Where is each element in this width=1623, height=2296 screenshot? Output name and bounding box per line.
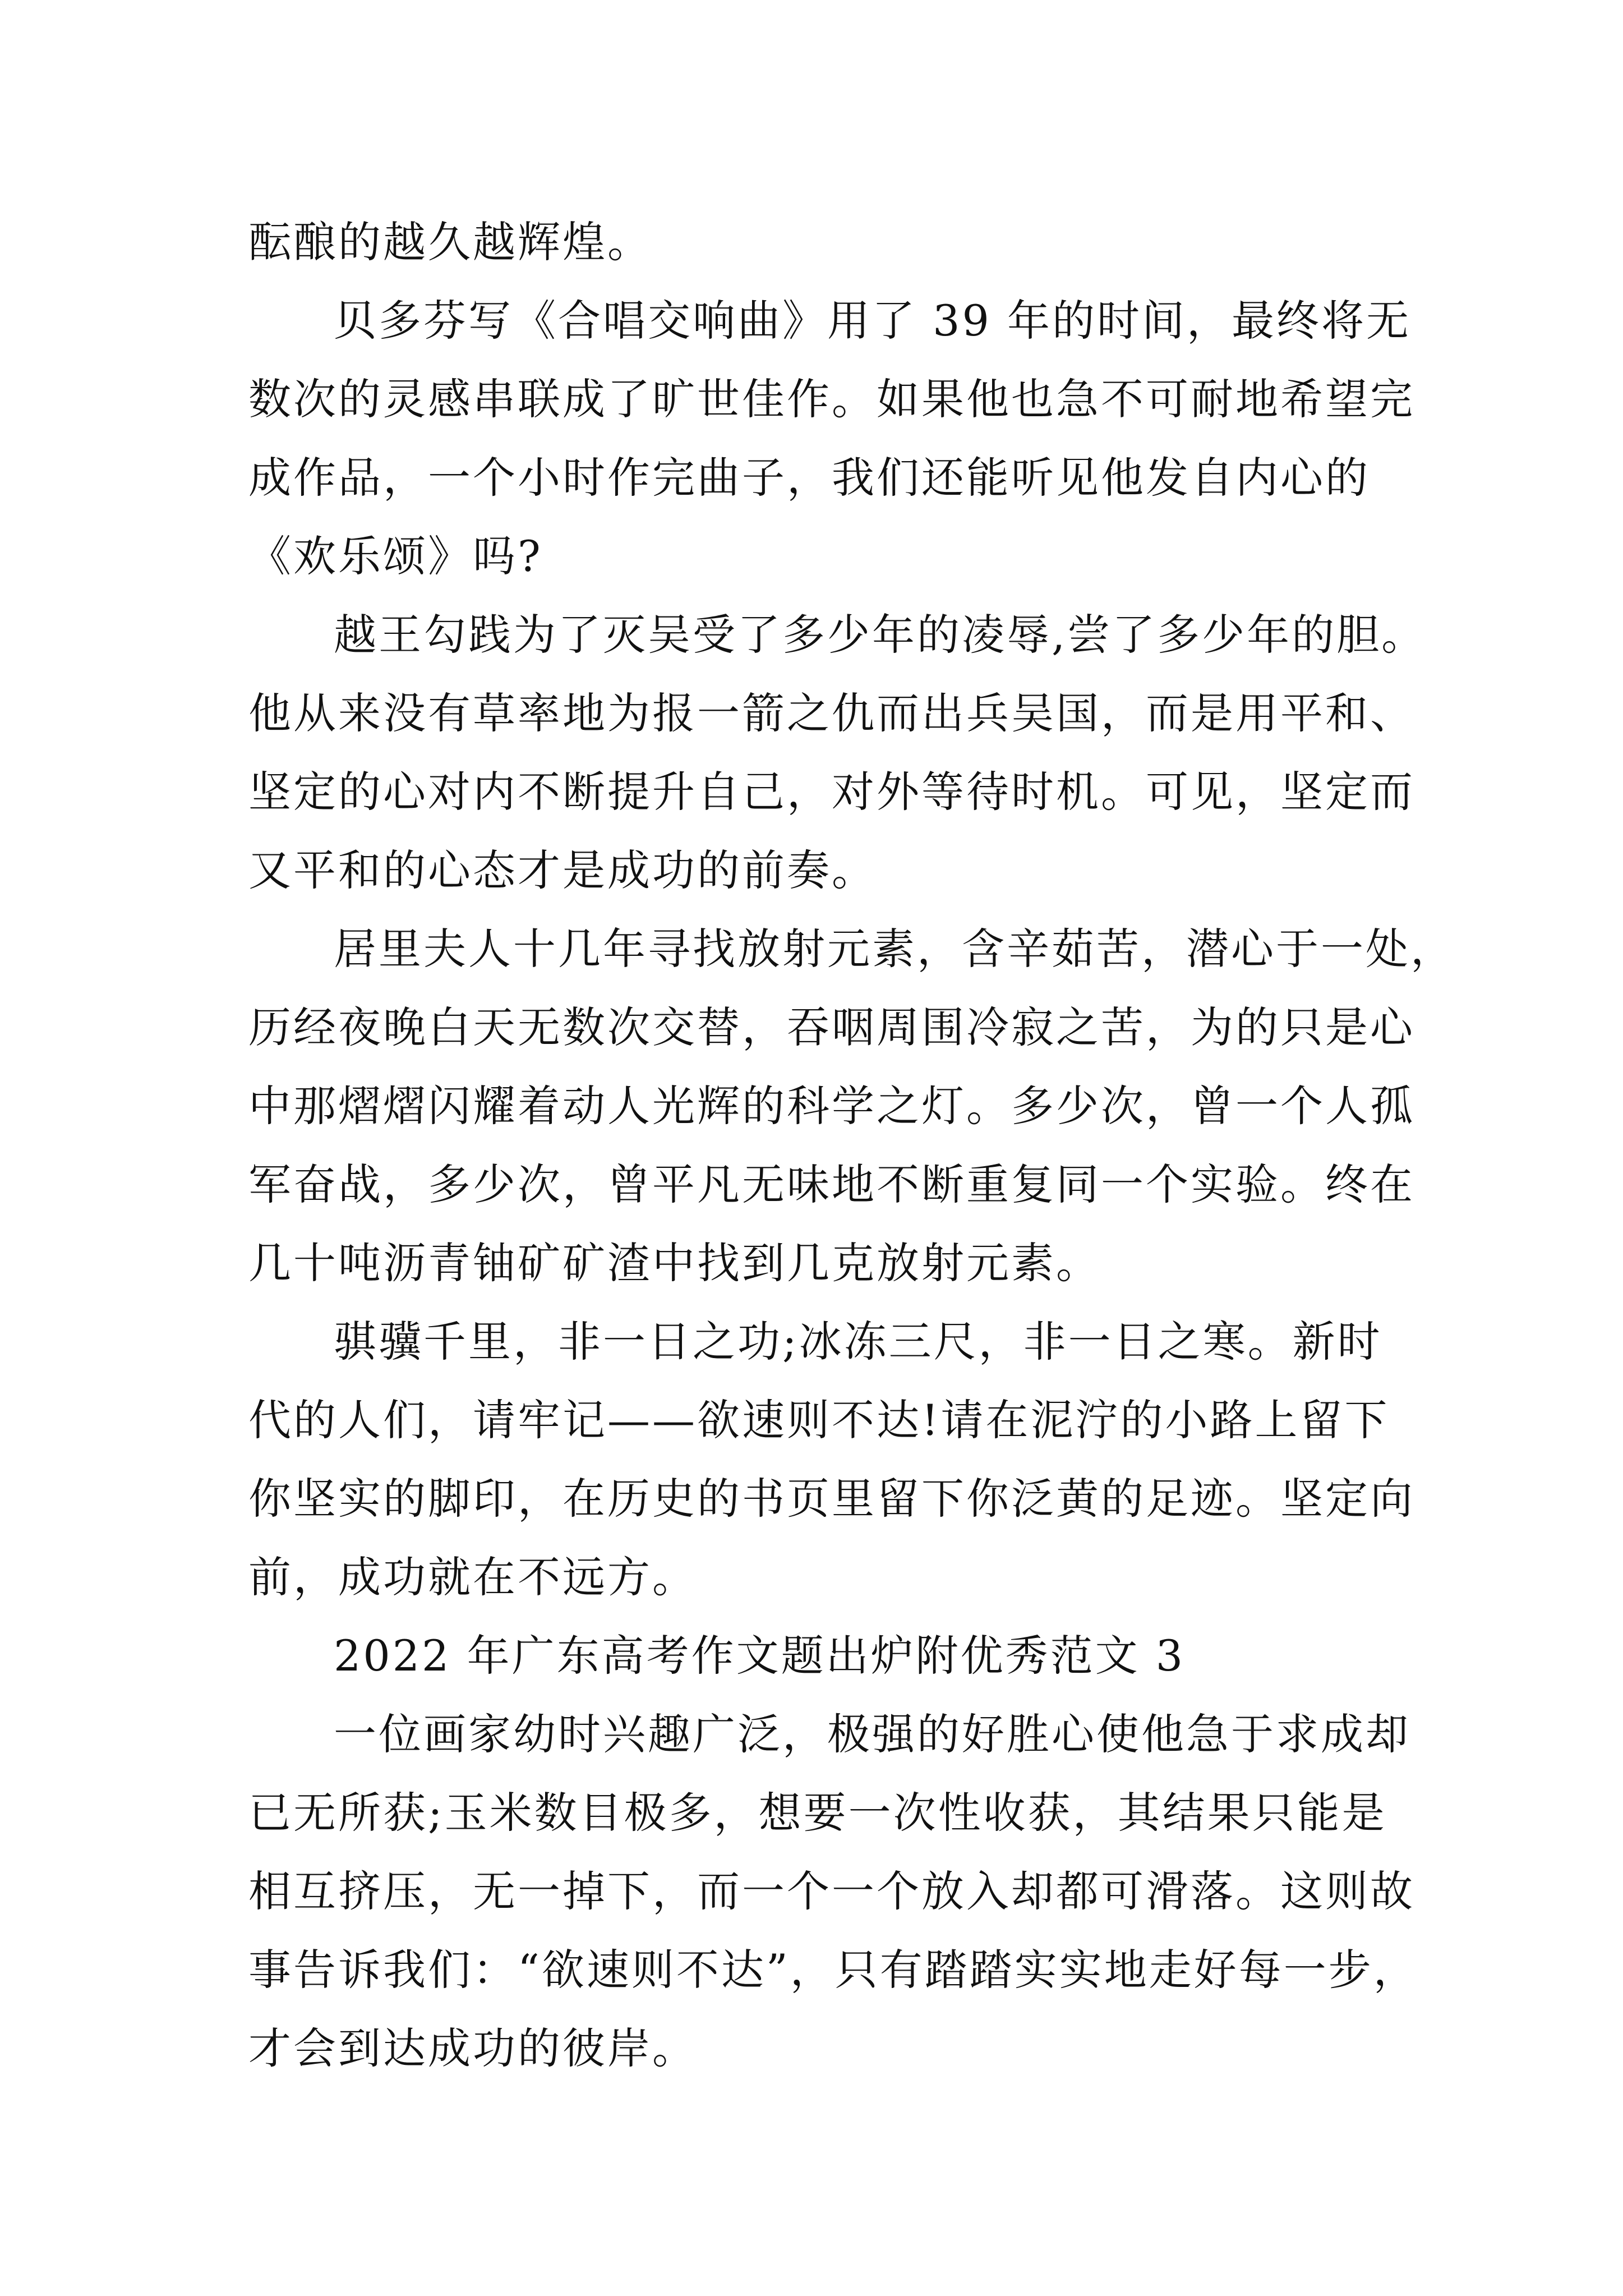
text-line: 坚定的心对内不断提升自己，对外等待时机。可见，坚定而 bbox=[248, 767, 1415, 817]
text-line: 你坚实的脚印，在历史的书页里留下你泛黄的足迹。坚定向 bbox=[248, 1474, 1415, 1524]
text-line: 事告诉我们：“欲速则不达”，只有踏踏实实地走好每一步， bbox=[248, 1945, 1418, 1995]
text-line: 中那熠熠闪耀着动人光辉的科学之灯。多少次，曾一个人孤 bbox=[248, 1081, 1415, 1131]
text-line: 数次的灵感串联成了旷世佳作。如果他也急不可耐地希望完 bbox=[248, 374, 1415, 424]
text-line: 酝酿的越久越辉煌。 bbox=[248, 217, 652, 267]
text-line: 已无所获;玉米数目极多，想要一次性收获，其结果只能是 bbox=[248, 1788, 1387, 1838]
paragraph-first-line: 越王勾践为了灭吴受了多少年的凌辱,尝了多少年的胆。 bbox=[334, 610, 1427, 660]
paragraph-first-line: 骐骥千里，非一日之功;冰冻三尺，非一日之寒。新时 bbox=[334, 1317, 1382, 1366]
body-text bbox=[248, 203, 1455, 2088]
text-line: 才会到达成功的彼岸。 bbox=[248, 2023, 697, 2073]
text-line: 前，成功就在不远方。 bbox=[248, 1552, 697, 1602]
text-line: 他从来没有草率地为报一箭之仇而出兵吴国，而是用平和、 bbox=[248, 688, 1415, 738]
text-line: 《欢乐颂》吗? bbox=[248, 531, 543, 581]
paragraph-first-line: 居里夫人十几年寻找放射元素，含辛茹苦，潜心于一处， bbox=[334, 924, 1455, 974]
text-line: 几十吨沥青铀矿矿渣中找到几克放射元素。 bbox=[248, 1238, 1101, 1288]
paragraph-first-line: 贝多芬写《合唱交响曲》用了 39 年的时间，最终将无 bbox=[334, 296, 1412, 346]
text-line: 成作品，一个小时作完曲子，我们还能听见他发自内心的 bbox=[248, 453, 1370, 503]
text-line: 相互挤压，无一掉下，而一个一个放入却都可滑落。这则故 bbox=[248, 1866, 1415, 1916]
text-line: 代的人们，请牢记——欲速则不达!请在泥泞的小路上留下 bbox=[248, 1395, 1390, 1445]
text-line: 又平和的心态才是成功的前奏。 bbox=[248, 845, 877, 895]
section-heading: 2022 年广东高考作文题出炉附优秀范文 3 bbox=[334, 1631, 1186, 1681]
text-line: 历经夜晚白天无数次交替，吞咽周围冷寂之苦，为的只是心 bbox=[248, 1002, 1415, 1052]
text-line: 军奋战，多少次，曾平凡无味地不断重复同一个实验。终在 bbox=[248, 1159, 1415, 1209]
paragraph-first-line: 一位画家幼时兴趣广泛，极强的好胜心使他急于求成却 bbox=[334, 1709, 1410, 1759]
